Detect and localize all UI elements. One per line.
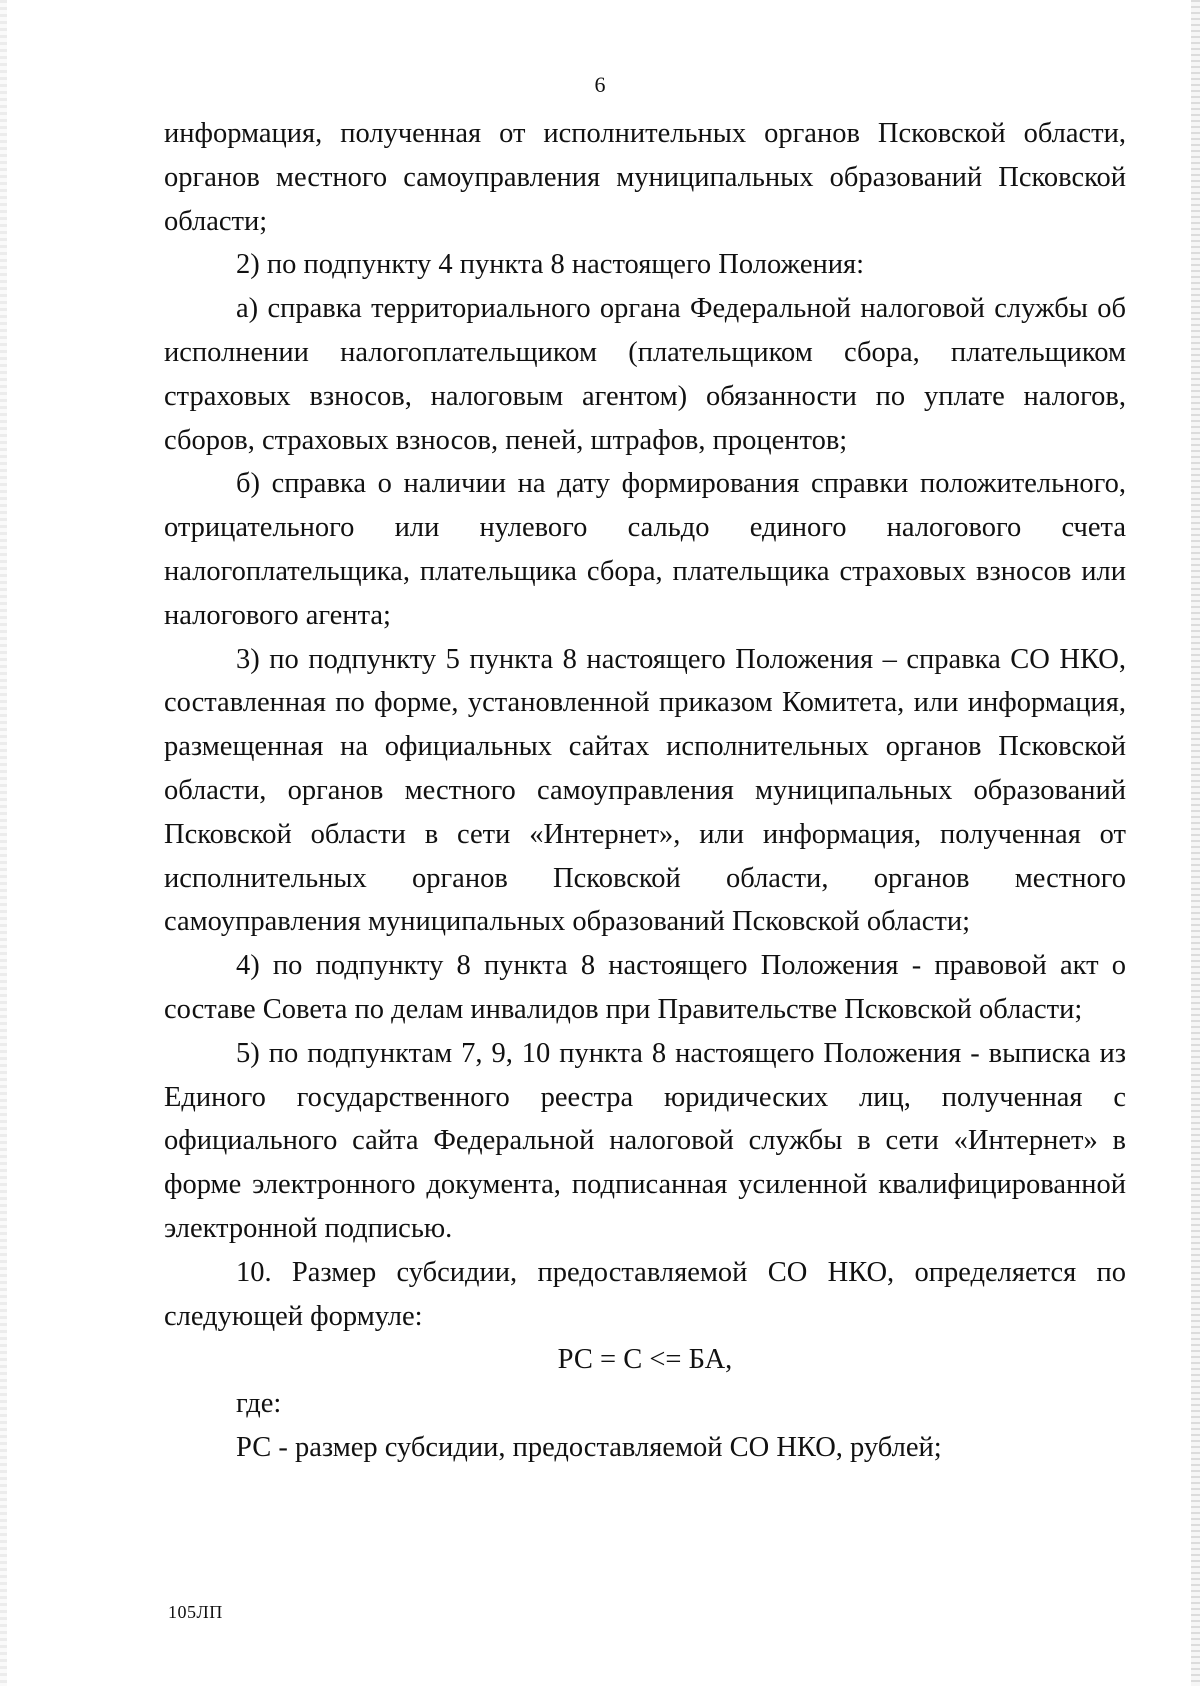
page-number: 6 <box>594 72 606 97</box>
paragraph-item-4: 4) по подпункту 8 пункта 8 настоящего Положения - правовой акт о составе Совета по делам инвалидов при Правительстве Псковской области; <box>164 950 1126 1025</box>
scan-edge-left <box>0 0 7 1686</box>
definition-rs: РС - размер субсидии, предоставляемой СО НКО, рублей; <box>236 1431 942 1463</box>
paragraph-item-3: 3) по подпункту 5 пункта 8 настоящего Положения – справка СО НКО, составленная по форме, установленной приказом Комитета, или информация, размещенная на официальных сайтах исполнительных органов Псковской области, органов местного самоуправления муниципальных образований Псковской области в сети «Интернет», или информация, полученная от исполнительных органов Псковской области, органов местного самоуправления муниципальных образований Псковской области; <box>164 643 1126 938</box>
document-body <box>164 112 1126 1470</box>
scan-edge-right <box>1191 0 1200 1686</box>
paragraph-item-5: 5) по подпунктам 7, 9, 10 пункта 8 настоящего Положения - выписка из Единого государственного реестра юридических лиц, полученная с официального сайта Федеральной налоговой службы в сети «Интернет» в форме электронного документа, подписанная усиленной квалифицированной электронной подписью. <box>164 1037 1126 1244</box>
document-code: 105ЛП <box>168 1602 223 1622</box>
paragraph-section-10: 10. Размер субсидии, предоставляемой СО НКО, определяется по следующей формуле: <box>164 1256 1126 1332</box>
paragraph-item-2b: б) справка о наличии на дату формирования справки положительного, отрицательного или нулевого сальдо единого налогового счета налогоплательщика, плательщика сбора, плательщика страховых взносов или налогового агента; <box>164 468 1126 631</box>
paragraph-item-2a: а) справка территориального органа Федеральной налоговой службы об исполнении налогоплательщиком (плательщиком сбора, плательщиком страховых взносов, налоговым агентом) обязанности по уплате налогов, сборов, страховых взносов, пеней, штрафов, процентов; <box>164 293 1126 456</box>
where-label: где: <box>236 1388 282 1420</box>
paragraph-item-2: 2) по подпункту 4 пункта 8 настоящего Положения: <box>236 249 865 281</box>
paragraph-continuation: информация, полученная от исполнительных органов Псковской области, органов местного самоуправления муниципальных образований Псковской области; <box>164 118 1126 237</box>
subsidy-formula: РС = С <= БА, <box>557 1344 733 1376</box>
